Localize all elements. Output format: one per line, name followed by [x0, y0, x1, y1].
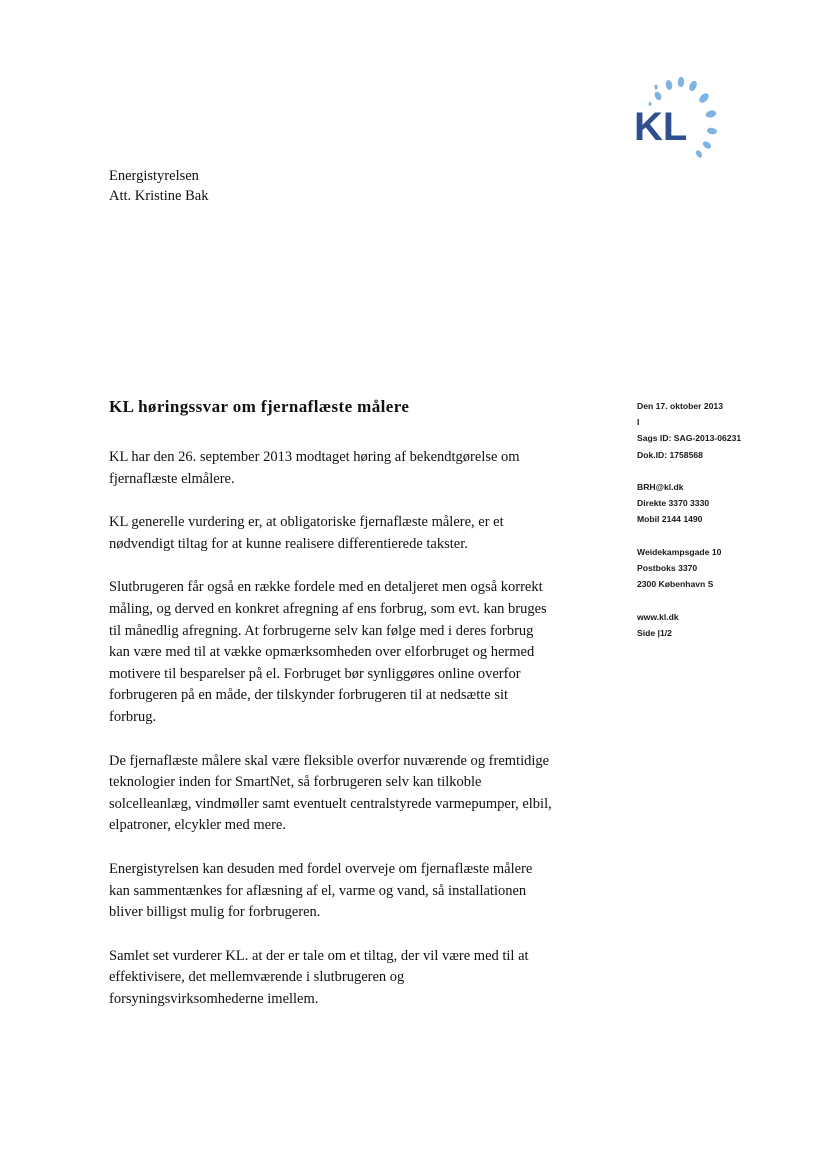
text-line: forbrug.	[109, 708, 157, 725]
text-line: motivere til besparelser på el. Forbruget bør synliggøres online overfor	[109, 665, 521, 682]
text-line: kan være med til at vække opmærksomheden over elforbruget og hermed	[109, 644, 535, 661]
text-line: til månedlig afregning. At forbrugerne selv kan følge med i deres forbrug	[109, 622, 534, 639]
po-box: Postboks 3370	[637, 563, 698, 573]
logo-text: KL	[634, 105, 688, 149]
text-line: fjernaflæste elmålere.	[109, 470, 235, 487]
kl-logo-icon	[628, 74, 728, 166]
paragraph	[109, 447, 609, 490]
text-line: Samlet set vurderer KL. at der er tale om et tiltag, der vil være med til at	[109, 947, 529, 964]
text-line: elpatroner, elcykler med mere.	[109, 817, 286, 834]
paragraph	[109, 946, 609, 1011]
text-line: bliver billigst mulig for forbrugeren.	[109, 904, 321, 921]
page-number: Side |1/2	[637, 627, 672, 638]
case-id: Sags ID: SAG-2013-06231	[637, 433, 742, 444]
text-line: De fjernaflæste målere skal være fleksible overfor nuværende og fremtidige	[109, 752, 550, 769]
document-id: Dok.ID: 1758568	[637, 449, 703, 460]
text-line: Energistyrelsen kan desuden med fordel overveje om fjernaflæste målere	[109, 860, 533, 877]
paragraph	[109, 751, 609, 837]
street-address: Weidekampsgade 10	[637, 546, 722, 557]
text-line: effektivisere, det mellemværende i slutbrugeren og	[109, 969, 405, 986]
cursor-mark: I	[637, 417, 640, 428]
mobile-phone: Mobil 2144 1490	[637, 514, 703, 525]
sender-info-sidebar	[637, 398, 812, 641]
letter-title: KL høringssvar om fjernaflæste målere	[109, 397, 410, 416]
kl-logo	[628, 74, 728, 166]
text-line: forbrugeren på en måde, der tilskynder forbrugeren til at nedsætte sit	[109, 687, 509, 704]
recipient-address	[109, 166, 208, 206]
spacer	[637, 528, 812, 544]
paragraph	[109, 859, 609, 924]
recipient-name: Energistyrelsen	[109, 168, 199, 184]
postal-city: 2300 København S	[637, 579, 714, 590]
direct-phone: Direkte 3370 3330	[637, 498, 710, 509]
recipient-attention: Att. Kristine Bak	[109, 188, 209, 204]
text-line: måling, og derved en konkret afregning af ens forbrug, som evt. kan bruges	[109, 600, 547, 617]
text-line: KL har den 26. september 2013 modtaget høring af bekendtgørelse om	[109, 449, 520, 465]
text-line: forsyningsvirksomhederne imellem.	[109, 990, 319, 1007]
text-line: teknologier inden for SmartNet, så forbrugeren selv kan tilkoble	[109, 774, 482, 791]
paragraph	[109, 512, 609, 555]
website: www.kl.dk	[637, 611, 679, 622]
spacer	[637, 592, 812, 608]
text-line: kan sammentænkes for aflæsning af el, varme og vand, så installationen	[109, 882, 527, 899]
sender-email: BRH@kl.dk	[637, 482, 684, 492]
text-line: solcelleanlæg, vindmøller samt eventuelt centralstyrede varmepumper, elbil,	[109, 795, 552, 812]
text-line: Slutbrugeren får også en række fordele med en detaljeret men også korrekt	[109, 579, 543, 596]
text-line: KL generelle vurdering er, at obligatoriske fjernaflæste målere, er et	[109, 514, 504, 531]
spacer	[637, 463, 812, 479]
text-line: nødvendigt tiltag for at kunne realisere differentierede takster.	[109, 535, 468, 552]
paragraph	[109, 577, 609, 728]
letter-body	[109, 447, 609, 1032]
letter-date: Den 17. oktober 2013	[637, 401, 723, 411]
